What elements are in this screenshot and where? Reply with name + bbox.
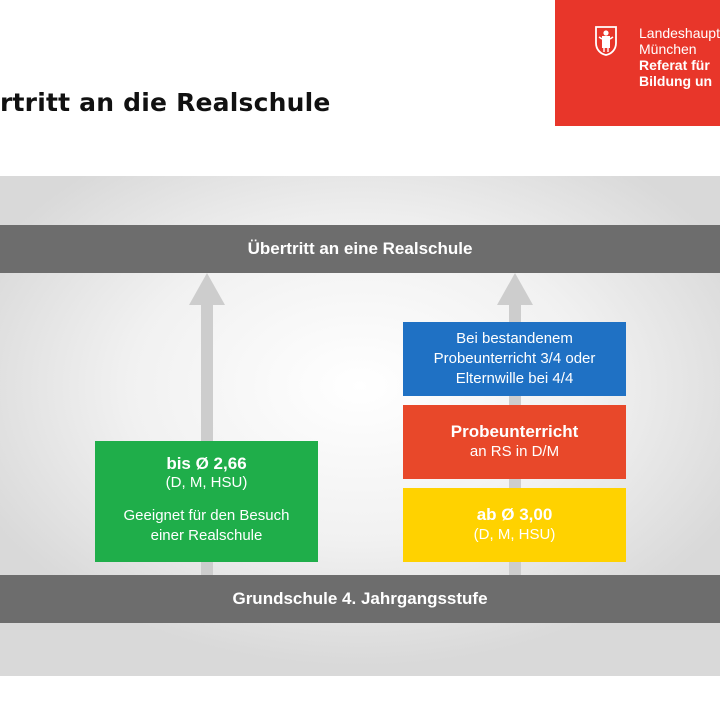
result-line: Elternwille bei 4/4 xyxy=(455,370,574,387)
result-box-passed xyxy=(403,322,626,396)
transition-diagram xyxy=(0,176,720,676)
eligibility-line: Geeignet für den Besuch xyxy=(123,507,290,524)
logo-line: Landeshaupt xyxy=(639,25,720,41)
logo-line: München xyxy=(639,41,697,57)
grade-box-trial xyxy=(403,488,626,562)
right-arrow-head xyxy=(497,273,533,305)
trial-lesson-box xyxy=(403,405,626,479)
logo-text xyxy=(639,25,720,89)
bottom-bar-primary-school: Grundschule 4. Jahrgangsstufe xyxy=(0,575,720,623)
grade-threshold: bis Ø 2,66 xyxy=(166,454,247,473)
result-line: Probeunterricht 3/4 oder xyxy=(433,350,596,367)
trial-lesson-detail: an RS in D/M xyxy=(469,443,560,460)
result-line: Bei bestandenem xyxy=(456,330,573,347)
grade-box-eligible xyxy=(95,441,318,562)
grade-threshold: ab Ø 3,00 xyxy=(476,505,553,524)
trial-lesson-title: Probeunterricht xyxy=(450,422,579,441)
grade-subjects: (D, M, HSU) xyxy=(473,526,556,543)
grade-subjects: (D, M, HSU) xyxy=(165,474,248,491)
logo-line: Referat für xyxy=(639,57,710,73)
munich-seal-icon xyxy=(595,26,617,56)
eligibility-line: einer Realschule xyxy=(150,527,263,544)
logo-line: Bildung un xyxy=(639,73,713,89)
slide-title: rtritt an die Realschule xyxy=(0,88,331,117)
top-bar-transition: Übertritt an eine Realschule xyxy=(0,225,720,273)
left-arrow-head xyxy=(189,273,225,305)
city-logo xyxy=(555,0,720,126)
